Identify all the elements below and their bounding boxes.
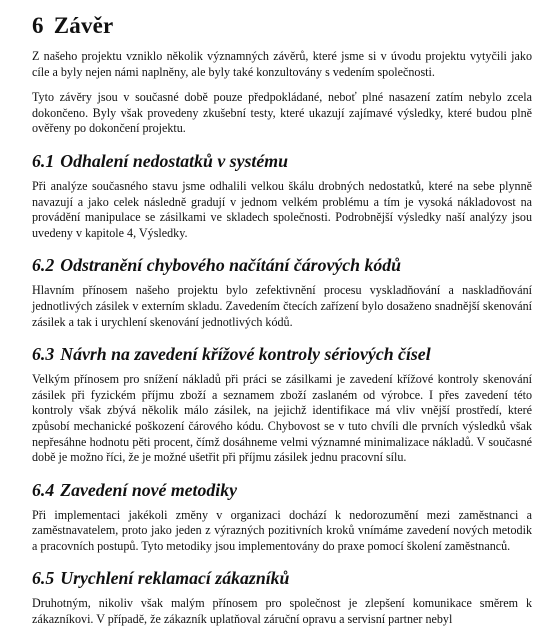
- document-page: [32, 12, 532, 628]
- section-paragraph: Druhotným, nikoliv však malým přínosem pro společnost je zlepšení komunikace směrem k zákazníkovi. V případě, že zákazník uplatňoval záruční opravu a servisní partner nebyl: [32, 596, 532, 627]
- section-heading: [32, 567, 532, 589]
- section-title: Návrh na zavedení křížové kontroly sériových čísel: [60, 344, 431, 365]
- section-6-3: [32, 343, 532, 466]
- section-6-5: [32, 567, 532, 627]
- section-heading: [32, 479, 532, 501]
- section-number: 6.3: [32, 344, 55, 365]
- section-heading: [32, 150, 532, 172]
- section-paragraph: Hlavním přínosem našeho projektu bylo zefektivnění procesu vyskladňování a naskladňování jednotlivých zásilek v externím skladu. Zavedením čtecích zařízení bylo dosaženo snadnější skenování zásilek a tak i urychlení skenování jednotlivých kódů.: [32, 283, 532, 329]
- chapter-heading: [32, 12, 532, 40]
- section-paragraph: Velkým přínosem pro snížení nákladů při práci se zásilkami je zavedení křížové kontroly skenování zásilek při fyzickém příjmu zboží a seznamem zboží zaslaném od výrobce. I přes zavedení této kontroly však zbývá několik málo zásilek, na jejichž identifikace má vliv vnější prostředí, které způsobí mechanické poškození čárového kódu. Chybovost se v tuto chvíli dle prvních výsledků však nepřesáhne hodnotu pěti procent, čímž dosáhneme velmi významné minimalizace nákladů. V současné době je možno říci, že je možné ušetřit při příjmu zásilek jednu pracovní sílu.: [32, 372, 532, 465]
- section-6-2: [32, 254, 532, 330]
- section-paragraph: Při implementaci jakékoli změny v organizaci dochází k nedorozumění mezi zaměstnanci a zaměstnavatelem, proto jako jeden z výrazných pozitivních kroků vnímáme zavedení nových metodik a pracovních postupů. Tyto metodiky jsou implementovány do praxe pomocí školení zaměstnanců.: [32, 507, 532, 553]
- section-number: 6.4: [32, 479, 55, 500]
- section-number: 6.2: [32, 255, 55, 276]
- section-number: 6.5: [32, 568, 55, 589]
- intro-paragraph: Tyto závěry jsou v současné době pouze předpokládané, neboť plné nasazení zatím nebylo zcela dokončeno. Byly však provedeny zkušební testy, které ukazují zajímavé výsledky, které budou plně ověřeny po dokončení projektu.: [32, 90, 532, 136]
- section-heading: [32, 254, 532, 276]
- section-title: Zavedení nové metodiky: [60, 479, 238, 500]
- section-title: Odstranění chybového načítání čárových kódů: [60, 255, 402, 276]
- section-6-4: [32, 479, 532, 555]
- chapter-number: 6: [32, 13, 44, 38]
- section-heading: [32, 343, 532, 365]
- section-6-1: [32, 150, 532, 241]
- chapter-title: Závěr: [53, 13, 114, 38]
- section-title: Urychlení reklamací zákazníků: [60, 568, 290, 589]
- intro-paragraph: Z našeho projektu vzniklo několik významných závěrů, které jsme si v úvodu projektu vytyčili jako cíle a byly nejen námi naplněny, ale byly také konzultovány s vedením společnosti.: [32, 49, 532, 79]
- section-paragraph: Při analýze současného stavu jsme odhalili velkou škálu drobných nedostatků, které na sebe plynně navazují a jako celek následně gradují v jednom velkém problému a tím je vysoká nákladovost na provádění manipulace se zásilkami ve skladech společnosti. Podrobnější výsledky naší analýzy jsou uvedeny v kapitole 4, Výsledky.: [32, 178, 532, 240]
- section-title: Odhalení nedostatků v systému: [60, 150, 288, 171]
- section-number: 6.1: [32, 150, 55, 171]
